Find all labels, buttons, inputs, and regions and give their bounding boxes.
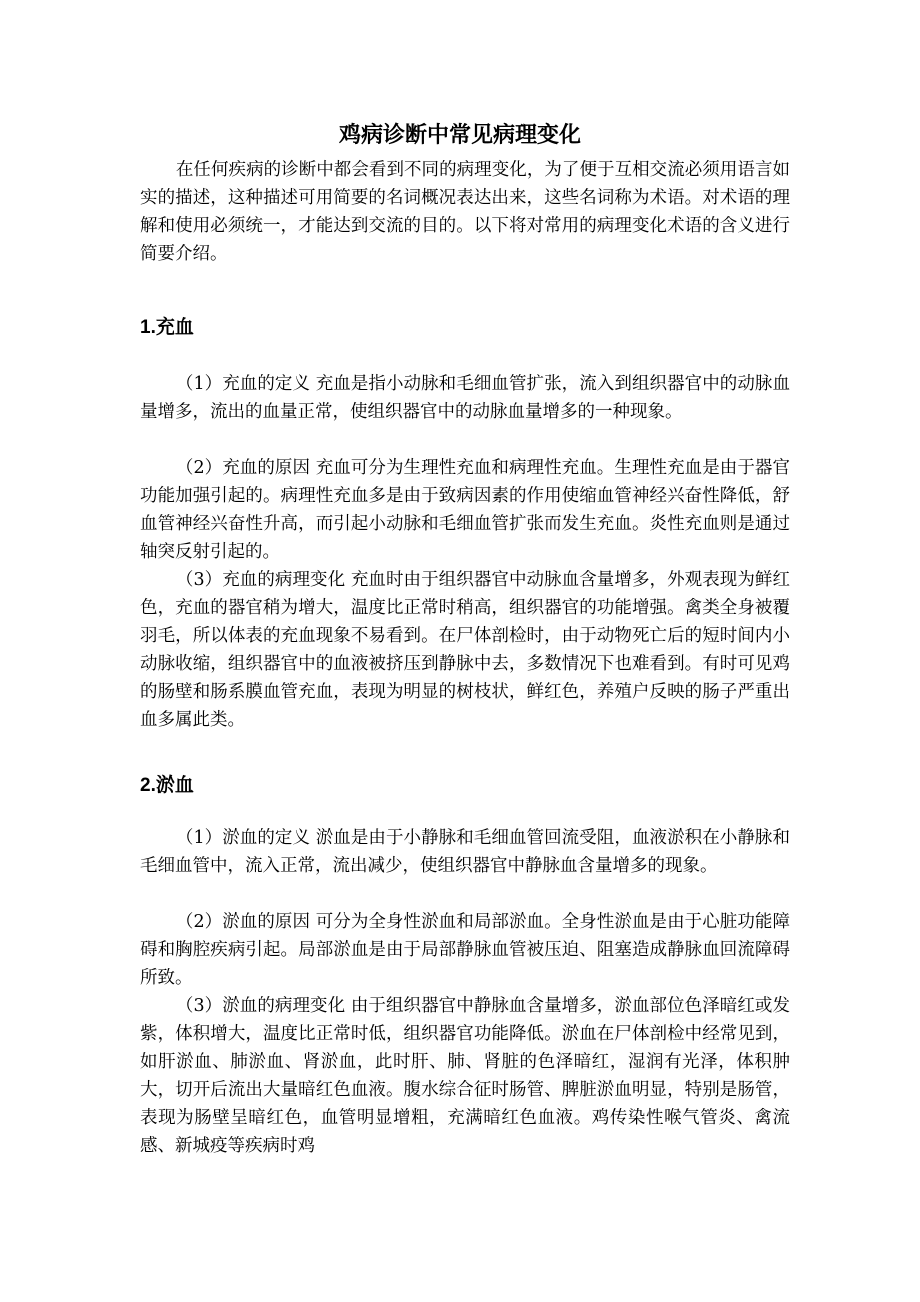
stasis-cause-paragraph: （2）淤血的原因 可分为全身性淤血和局部淤血。全身性淤血是由于心脏功能障碍和胸腔疾病引起。局部淤血是由于局部静脉血管被压迫、阻塞造成静脉血回流障碍所致。: [140, 912, 790, 988]
stasis-pathology-paragraph: （3）淤血的病理变化 由于组织器官中静脉血含量增多，淤血部位色泽暗红或发紫，体积增大，温度比正常时低，组织器官功能降低。淤血在尸体剖检中经常见到，如肝淤血、肺淤血、肾淤血，此时肝、肺、肾脏的色泽暗红，湿润有光泽，体积肿大，切开后流出大量暗红色血液。腹水综合征时肠管、脾脏淤血明显，特别是肠管，表现为肠壁呈暗红色，血管明显增粗，充满暗红色血液。鸡传染性喉气管炎、禽流感、新城疫等疾病时鸡: [140, 996, 790, 1156]
congestion-cause-paragraph: （2）充血的原因 充血可分为生理性充血和病理性充血。生理性充血是由于器官功能加强引起的。病理性充血多是由于致病因素的作用使缩血管神经兴奋性降低，舒血管神经兴奋性升高，而引起小动脉和毛细血管扩张而发生充血。炎性充血则是通过轴突反射引起的。: [140, 458, 790, 562]
section-heading-congestion: 1.充血: [140, 317, 194, 338]
congestion-definition-paragraph: （1）充血的定义 充血是指小动脉和毛细血管扩张，流入到组织器官中的动脉血量增多，流出的血量正常，使组织器官中的动脉血量增多的一种现象。: [140, 374, 790, 422]
document-title: 鸡病诊断中常见病理变化: [338, 122, 581, 148]
intro-paragraph: 在任何疾病的诊断中都会看到不同的病理变化，为了便于互相交流必须用语言如实的描述，这种描述可用简要的名词概况表达出来，这些名词称为术语。对术语的理解和使用必须统一，才能达到交流的目的。以下将对常用的病理变化术语的含义进行简要介绍。: [140, 160, 790, 264]
section-heading-stasis: 2.淤血: [140, 775, 194, 796]
stasis-definition-paragraph: （1）淤血的定义 淤血是由于小静脉和毛细血管回流受阻，血液淤积在小静脉和毛细血管中，流入正常，流出减少，使组织器官中静脉血含量增多的现象。: [140, 828, 790, 876]
congestion-pathology-paragraph: （3）充血的病理变化 充血时由于组织器官中动脉血含量增多，外观表现为鲜红色，充血的器官稍为增大，温度比正常时稍高，组织器官的功能增强。禽类全身被覆羽毛，所以体表的充血现象不易看到。在尸体剖检时，由于动物死亡后的短时间内小动脉收缩，组织器官中的血液被挤压到静脉中去，多数情况下也难看到。有时可见鸡的肠壁和肠系膜血管充血，表现为明显的树枝状，鲜红色，养殖户反映的肠子严重出血多属此类。: [140, 570, 790, 730]
